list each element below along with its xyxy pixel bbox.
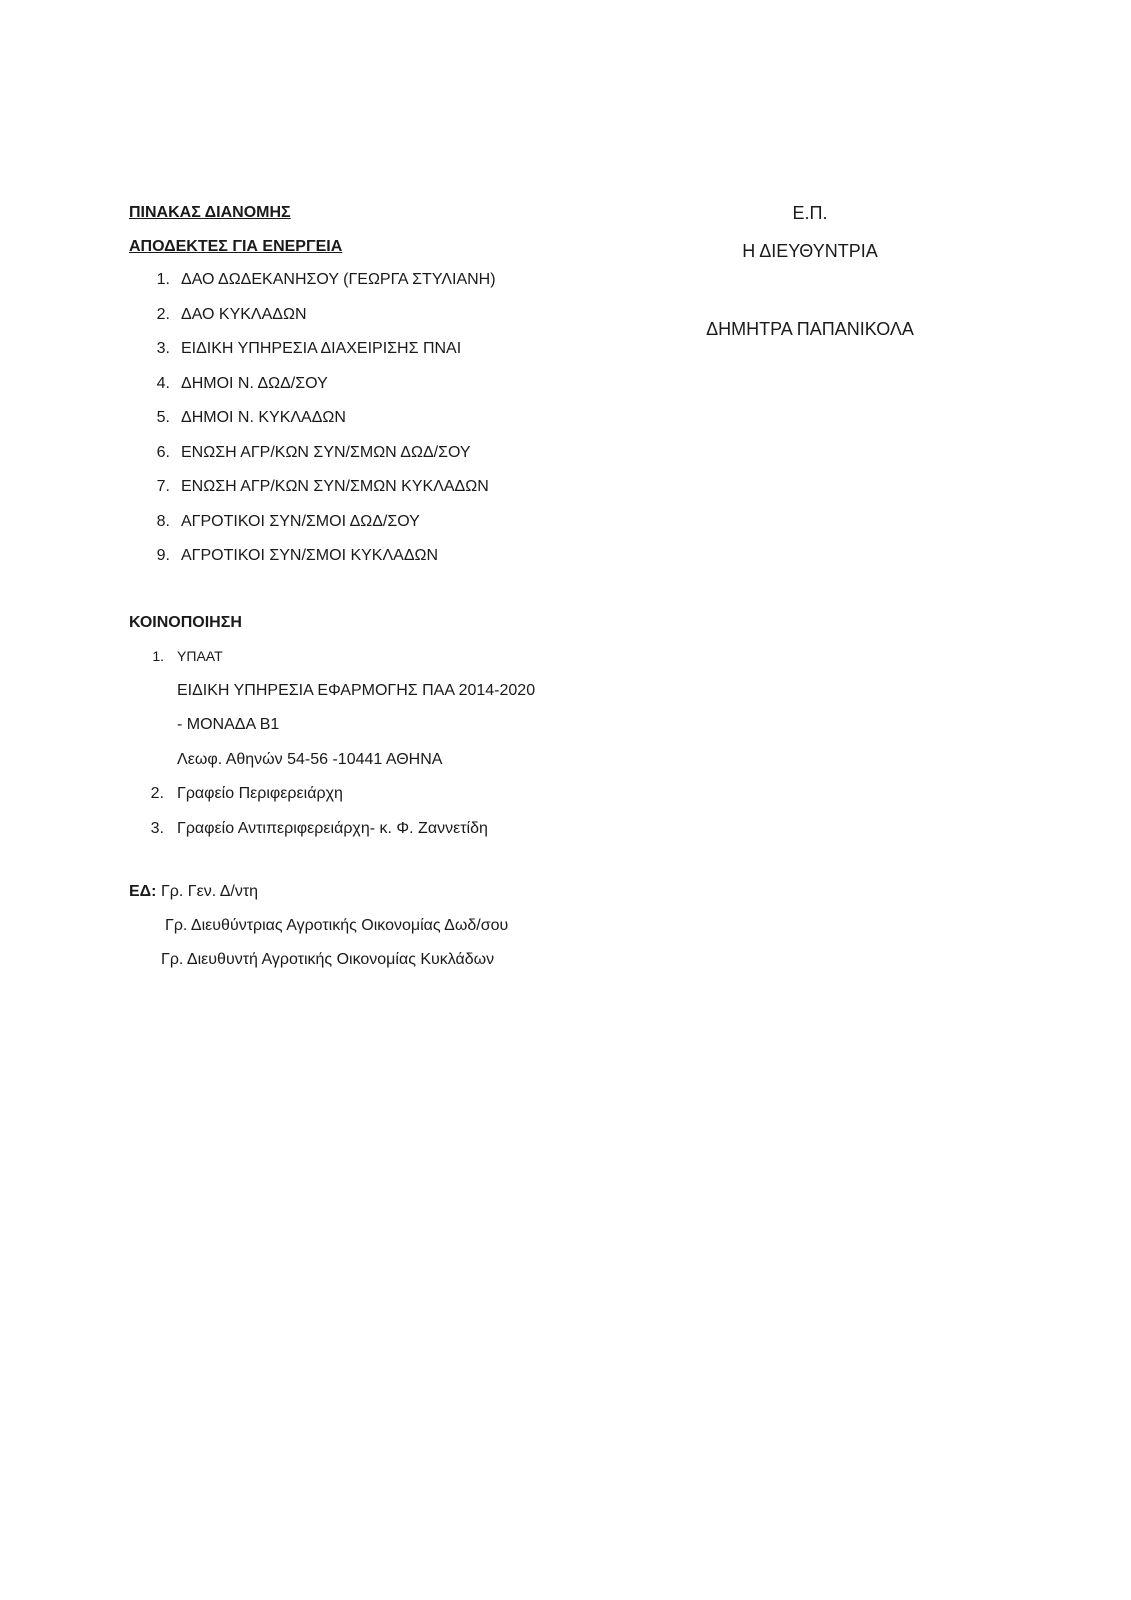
internal-recipient: Γρ. Γεν. Δ/ντη	[156, 883, 259, 900]
item-line: ΥΠΑΑΤ	[177, 648, 223, 664]
item-number: 9.	[156, 547, 170, 564]
item-text: ΔΑΟ ΚΥΚΛΑΔΩΝ	[181, 305, 307, 323]
item-number: 3.	[156, 340, 170, 357]
item-text-block	[177, 646, 536, 770]
item-line: Λεωφ. Αθηνών 54-56 -10441 ΑΘΗΝΑ	[177, 750, 443, 768]
item-number: 2.	[150, 785, 164, 802]
list-item	[129, 270, 496, 305]
item-text: ΕΙΔΙΚΗ ΥΠΗΡΕΣΙΑ ΔΙΑΧΕΙΡΙΣΗΣ ΠΝΑΙ	[181, 340, 462, 357]
item-line: ΕΙΔΙΚΗ ΥΠΗΡΕΣΙΑ ΕΦΑΡΜΟΓΗΣ ΠΑΑ 2014-2020	[177, 681, 536, 699]
signature-ep: Ε.Π.	[792, 203, 828, 223]
notification-list	[129, 646, 535, 853]
item-number: 8.	[156, 512, 170, 530]
distribution-title: ΠΙΝΑΚΑΣ ΔΙΑΝΟΜΗΣ	[129, 204, 291, 221]
item-text: Γραφείο Αντιπεριφερειάρχη- κ. Φ. Ζαννετίδη	[177, 819, 488, 837]
internal-recipient: Γρ. Διευθυντή Αγροτικής Οικονομίας Κυκλάδων	[161, 951, 495, 968]
list-item	[129, 546, 496, 581]
item-text: ΑΓΡΟΤΙΚΟΙ ΣΥΝ/ΣΜΟΙ ΔΩΔ/ΣΟΥ	[181, 512, 420, 530]
item-number: 3.	[150, 819, 164, 837]
internal-line	[129, 882, 258, 902]
item-text: Γραφείο Περιφερειάρχη	[177, 785, 343, 802]
internal-recipient: Γρ. Διευθύντριας Αγροτικής Οικονομίας Δωδ/σου	[165, 917, 509, 934]
item-text: ΔΗΜΟΙ Ν. ΚΥΚΛΑΔΩΝ	[181, 409, 346, 426]
item-text: ΕΝΩΣΗ ΑΓΡ/ΚΩΝ ΣΥΝ/ΣΜΩΝ ΚΥΚΛΑΔΩΝ	[181, 478, 489, 495]
signature-title: Η ΔΙΕΥΘΥΝΤΡΙΑ	[742, 241, 878, 261]
recipients-title: ΑΠΟΔΕΚΤΕΣ ΓΙΑ ΕΝΕΡΓΕΙΑ	[129, 238, 343, 255]
list-item	[129, 408, 496, 443]
item-number: 5.	[156, 409, 170, 426]
item-number: 6.	[156, 443, 170, 461]
item-number: 1.	[152, 648, 164, 664]
internal-label: ΕΔ:	[129, 883, 157, 900]
item-number: 2.	[156, 305, 170, 323]
list-item	[129, 339, 496, 374]
list-item	[129, 784, 535, 804]
item-number: 4.	[156, 374, 170, 392]
item-number: 7.	[156, 478, 170, 495]
recipients-list	[129, 270, 496, 581]
list-item	[129, 646, 535, 770]
list-item	[129, 305, 496, 340]
list-item	[129, 512, 496, 547]
item-text: ΔΗΜΟΙ Ν. ΔΩΔ/ΣΟΥ	[181, 374, 328, 392]
signature-name: ΔΗΜΗΤΡΑ ΠΑΠΑΝΙΚΟΛΑ	[706, 319, 914, 339]
list-item	[129, 374, 496, 409]
notification-title: ΚΟΙΝΟΠΟΙΗΣΗ	[129, 614, 242, 631]
item-number: 1.	[156, 271, 170, 288]
list-item	[129, 477, 496, 512]
list-item	[129, 819, 535, 839]
item-text: ΔΑΟ ΔΩΔΕΚΑΝΗΣΟΥ (ΓΕΩΡΓΑ ΣΤΥΛΙΑΝΗ)	[181, 271, 496, 288]
list-item	[129, 443, 496, 478]
item-text: ΕΝΩΣΗ ΑΓΡ/ΚΩΝ ΣΥΝ/ΣΜΩΝ ΔΩΔ/ΣΟΥ	[181, 443, 471, 461]
item-text: ΑΓΡΟΤΙΚΟΙ ΣΥΝ/ΣΜΟΙ ΚΥΚΛΑΔΩΝ	[181, 547, 439, 564]
item-line: - ΜΟΝΑΔΑ Β1	[177, 716, 280, 733]
